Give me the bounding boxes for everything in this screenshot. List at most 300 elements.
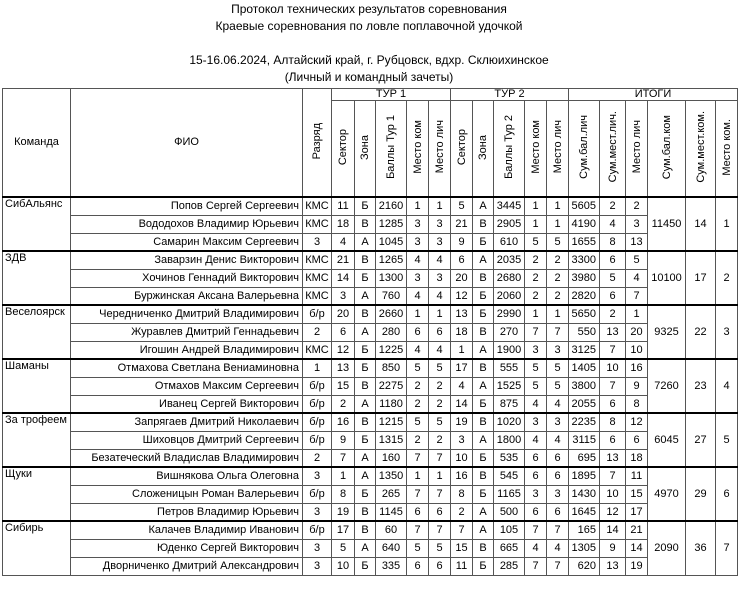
sum-places-pers-cell: 10 [600,485,626,503]
place-team2-cell: 4 [525,395,547,413]
fio-cell: Попов Сергей Сергеевич [71,197,303,215]
header-sum-points-pers: Сум.бал.лич [569,101,600,198]
place-team2-cell: 4 [525,539,547,557]
place-pers-total-cell: 16 [626,359,648,377]
place-pers1-cell: 5 [429,539,451,557]
sector2-cell: 14 [451,395,473,413]
table-row [3,485,738,503]
points2-cell: 2060 [494,287,525,305]
place-team2-cell: 7 [525,521,547,539]
team-name-cell: ЗДВ [3,251,71,305]
sum-points-pers-cell: 165 [569,521,600,539]
points1-cell: 760 [376,287,407,305]
place-team2-cell: 6 [525,503,547,521]
rank-cell: б/р [303,413,332,431]
sum-places-pers-cell: 8 [600,413,626,431]
points2-cell: 665 [494,539,525,557]
zone2-cell: А [473,377,494,395]
place-pers2-cell: 4 [547,431,569,449]
points1-cell: 2160 [376,197,407,215]
zone2-cell: А [473,503,494,521]
zone1-cell: Б [355,359,376,377]
sector1-cell: 10 [332,557,355,575]
sector1-cell: 4 [332,233,355,251]
place-pers-total-cell: 20 [626,323,648,341]
place-pers-total-cell: 5 [626,251,648,269]
sum-points-pers-cell: 3300 [569,251,600,269]
place-team2-cell: 1 [525,305,547,323]
points2-cell: 500 [494,503,525,521]
sector1-cell: 16 [332,413,355,431]
place-team1-cell: 7 [407,521,429,539]
place-team2-cell: 6 [525,449,547,467]
sum-points-pers-cell: 3980 [569,269,600,287]
sum-points-pers-cell: 550 [569,323,600,341]
place-pers2-cell: 7 [547,521,569,539]
points2-cell: 1525 [494,377,525,395]
team-sum-points-cell: 9325 [648,305,686,359]
points2-cell: 555 [494,359,525,377]
header-team: Команда [3,89,71,198]
place-pers1-cell: 2 [429,377,451,395]
place-pers-total-cell: 19 [626,557,648,575]
place-team1-cell: 2 [407,395,429,413]
zone2-cell: В [473,323,494,341]
sum-points-pers-cell: 620 [569,557,600,575]
points2-cell: 545 [494,467,525,485]
place-pers-total-cell: 3 [626,215,648,233]
place-pers-total-cell: 11 [626,467,648,485]
header-place-team1: Место ком [407,101,429,198]
place-pers2-cell: 3 [547,485,569,503]
points2-cell: 1020 [494,413,525,431]
sector1-cell: 1 [332,467,355,485]
place-pers-total-cell: 18 [626,449,648,467]
table-row [3,377,738,395]
sum-points-pers-cell: 695 [569,449,600,467]
zone1-cell: Б [355,197,376,215]
place-pers-total-cell: 12 [626,413,648,431]
sum-places-pers-cell: 7 [600,467,626,485]
place-pers-total-cell: 2 [626,197,648,215]
sum-points-pers-cell: 5605 [569,197,600,215]
team-sum-places-cell: 22 [686,305,716,359]
rank-cell: б/р [303,485,332,503]
sector2-cell: 16 [451,467,473,485]
sector1-cell: 13 [332,359,355,377]
sum-places-pers-cell: 7 [600,341,626,359]
sector2-cell: 12 [451,287,473,305]
fio-cell: Отмахов Максим Сергеевич [71,377,303,395]
rank-cell: б/р [303,431,332,449]
header-tour2: ТУР 2 [451,89,569,101]
table-row [3,197,738,215]
table-row [3,449,738,467]
place-pers2-cell: 5 [547,377,569,395]
place-pers2-cell: 3 [547,413,569,431]
sector2-cell: 6 [451,251,473,269]
doc-title: Протокол технических результатов соревнования [231,2,507,16]
table-row [3,269,738,287]
header-sector1: Сектор [332,101,355,198]
rank-cell: 2 [303,323,332,341]
table-row [3,359,738,377]
points1-cell: 1145 [376,503,407,521]
place-team2-cell: 3 [525,485,547,503]
points2-cell: 2905 [494,215,525,233]
sector1-cell: 7 [332,449,355,467]
place-pers2-cell: 6 [547,449,569,467]
place-pers1-cell: 1 [429,305,451,323]
place-pers1-cell: 3 [429,269,451,287]
results-table [2,88,738,576]
fio-cell: Сложеницын Роман Валерьевич [71,485,303,503]
header-totals: ИТОГИ [569,89,738,101]
zone1-cell: А [355,467,376,485]
fio-cell: Юденко Сергей Викторович [71,539,303,557]
place-team1-cell: 6 [407,557,429,575]
place-pers2-cell: 7 [547,323,569,341]
team-sum-places-cell: 29 [686,467,716,521]
team-name-cell: Веселоярск [3,305,71,359]
zone1-cell: В [355,521,376,539]
rank-cell: КМС [303,215,332,233]
header-zone1: Зона [355,101,376,198]
points1-cell: 640 [376,539,407,557]
sector2-cell: 20 [451,269,473,287]
place-team2-cell: 6 [525,467,547,485]
fio-cell: Журавлев Дмитрий Геннадьевич [71,323,303,341]
rank-cell: б/р [303,521,332,539]
sum-places-pers-cell: 6 [600,395,626,413]
table-row [3,467,738,485]
place-pers2-cell: 5 [547,359,569,377]
header-tour1: ТУР 1 [332,89,451,101]
points1-cell: 2660 [376,305,407,323]
points2-cell: 1900 [494,341,525,359]
zone2-cell: В [473,269,494,287]
sum-points-pers-cell: 1645 [569,503,600,521]
place-team1-cell: 4 [407,251,429,269]
zone1-cell: А [355,449,376,467]
place-team2-cell: 3 [525,341,547,359]
place-team1-cell: 3 [407,215,429,233]
place-pers2-cell: 1 [547,197,569,215]
header-sector2: Сектор [451,101,473,198]
place-team1-cell: 1 [407,305,429,323]
place-pers1-cell: 1 [429,467,451,485]
team-sum-points-cell: 11450 [648,197,686,251]
sector2-cell: 8 [451,485,473,503]
team-sum-points-cell: 6045 [648,413,686,467]
date-location: 15-16.06.2024, Алтайский край, г. Рубцовск, вдхр. Склюихинское [189,53,549,67]
table-row [3,521,738,539]
team-name-cell: Шаманы [3,359,71,413]
team-sum-places-cell: 23 [686,359,716,413]
sector2-cell: 18 [451,323,473,341]
sector2-cell: 10 [451,449,473,467]
competition-name: Краевые соревнования по ловле поплавочной удочкой [215,19,523,33]
place-team2-cell: 2 [525,251,547,269]
points2-cell: 3445 [494,197,525,215]
team-name-cell: За трофеем [3,413,71,467]
place-team2-cell: 7 [525,323,547,341]
place-team1-cell: 3 [407,269,429,287]
zone2-cell: В [473,539,494,557]
zone1-cell: В [355,377,376,395]
points2-cell: 2680 [494,269,525,287]
fio-cell: Отмахова Светлана Вениаминовна [71,359,303,377]
place-pers1-cell: 7 [429,521,451,539]
rank-cell: КМС [303,287,332,305]
team-sum-points-cell: 7260 [648,359,686,413]
zone1-cell: Б [355,485,376,503]
place-pers2-cell: 6 [547,467,569,485]
sum-points-pers-cell: 3115 [569,431,600,449]
sum-points-pers-cell: 1430 [569,485,600,503]
zone2-cell: Б [473,449,494,467]
place-team2-cell: 4 [525,431,547,449]
sum-points-pers-cell: 1895 [569,467,600,485]
table-row [3,233,738,251]
place-team2-cell: 1 [525,197,547,215]
team-sum-places-cell: 36 [686,521,716,575]
points1-cell: 1215 [376,413,407,431]
sum-places-pers-cell: 7 [600,377,626,395]
fio-cell: Калачев Владимир Иванович [71,521,303,539]
header-place-team2: Место ком [525,101,547,198]
zone2-cell: Б [473,305,494,323]
team-name-cell: СибАльянс [3,197,71,251]
sector2-cell: 17 [451,359,473,377]
points2-cell: 285 [494,557,525,575]
points2-cell: 2990 [494,305,525,323]
rank-cell: КМС [303,251,332,269]
place-pers2-cell: 5 [547,233,569,251]
sum-places-pers-cell: 13 [600,449,626,467]
place-team2-cell: 1 [525,215,547,233]
points1-cell: 2275 [376,377,407,395]
sector1-cell: 2 [332,395,355,413]
fio-cell: Иванец Сергей Викторович [71,395,303,413]
place-team2-cell: 2 [525,287,547,305]
points2-cell: 1165 [494,485,525,503]
sector1-cell: 5 [332,539,355,557]
place-team2-cell: 7 [525,557,547,575]
sector2-cell: 4 [451,377,473,395]
fio-cell: Вишнякова Ольга Олеговна [71,467,303,485]
sector1-cell: 19 [332,503,355,521]
header-rank: Разряд [303,89,332,198]
rank-cell: 2 [303,449,332,467]
place-pers1-cell: 3 [429,233,451,251]
points1-cell: 1180 [376,395,407,413]
zone2-cell: В [473,467,494,485]
points1-cell: 60 [376,521,407,539]
sum-places-pers-cell: 2 [600,197,626,215]
points1-cell: 1045 [376,233,407,251]
team-sum-places-cell: 14 [686,197,716,251]
points1-cell: 1350 [376,467,407,485]
zone1-cell: В [355,215,376,233]
place-team1-cell: 1 [407,197,429,215]
sum-places-pers-cell: 6 [600,251,626,269]
place-pers1-cell: 2 [429,431,451,449]
sector1-cell: 14 [332,269,355,287]
header-place-team-total: Место ком. [716,101,738,198]
team-sum-places-cell: 17 [686,251,716,305]
fio-cell: Петров Владимир Юрьевич [71,503,303,521]
place-pers1-cell: 5 [429,359,451,377]
sector1-cell: 21 [332,251,355,269]
team-name-cell: Щуки [3,467,71,521]
sum-places-pers-cell: 6 [600,287,626,305]
team-name-cell: Сибирь [3,521,71,575]
table-row [3,539,738,557]
sector1-cell: 17 [332,521,355,539]
team-sum-points-cell: 2090 [648,521,686,575]
header-points1: Баллы Тур 1 [376,101,407,198]
fio-cell: Заварзин Денис Викторович [71,251,303,269]
place-pers-total-cell: 14 [626,539,648,557]
table-row [3,557,738,575]
zone2-cell: В [473,413,494,431]
place-pers2-cell: 4 [547,395,569,413]
header-place-pers1: Место лич [429,101,451,198]
zone1-cell: В [355,251,376,269]
rank-cell: КМС [303,341,332,359]
table-row [3,305,738,323]
zone1-cell: А [355,395,376,413]
place-pers2-cell: 4 [547,539,569,557]
place-team1-cell: 6 [407,323,429,341]
place-pers2-cell: 1 [547,215,569,233]
points1-cell: 1265 [376,251,407,269]
place-pers1-cell: 6 [429,557,451,575]
place-pers1-cell: 4 [429,251,451,269]
sector2-cell: 1 [451,341,473,359]
place-pers1-cell: 6 [429,503,451,521]
sector1-cell: 12 [332,341,355,359]
sector1-cell: 8 [332,485,355,503]
place-pers2-cell: 2 [547,287,569,305]
fio-cell: Вододохов Владимир Юрьевич [71,215,303,233]
sum-places-pers-cell: 10 [600,359,626,377]
place-pers-total-cell: 4 [626,269,648,287]
sum-points-pers-cell: 1655 [569,233,600,251]
zone1-cell: В [355,305,376,323]
sector2-cell: 5 [451,197,473,215]
fio-cell: Игошин Андрей Владимирович [71,341,303,359]
place-team1-cell: 7 [407,449,429,467]
sum-places-pers-cell: 14 [600,521,626,539]
table-row [3,503,738,521]
place-pers1-cell: 6 [429,323,451,341]
rank-cell: 1 [303,359,332,377]
standings-type: (Личный и командный зачеты) [284,70,454,84]
sector2-cell: 9 [451,233,473,251]
zone1-cell: В [355,413,376,431]
sum-points-pers-cell: 4190 [569,215,600,233]
zone1-cell: Б [355,341,376,359]
table-row [3,251,738,269]
place-pers-total-cell: 13 [626,233,648,251]
fio-cell: Хочинов Геннадий Викторович [71,269,303,287]
sector1-cell: 20 [332,305,355,323]
points2-cell: 610 [494,233,525,251]
sum-points-pers-cell: 2820 [569,287,600,305]
sector2-cell: 2 [451,503,473,521]
zone1-cell: А [355,233,376,251]
place-pers-total-cell: 9 [626,377,648,395]
fio-cell: Чередниченко Дмитрий Владимирович [71,305,303,323]
rank-cell: КМС [303,197,332,215]
place-pers2-cell: 3 [547,341,569,359]
sum-points-pers-cell: 2235 [569,413,600,431]
team-sum-points-cell: 10100 [648,251,686,305]
sector1-cell: 9 [332,431,355,449]
points2-cell: 535 [494,449,525,467]
table-row [3,215,738,233]
sum-points-pers-cell: 5650 [569,305,600,323]
points1-cell: 1285 [376,215,407,233]
sector1-cell: 6 [332,323,355,341]
sector2-cell: 15 [451,539,473,557]
place-team1-cell: 5 [407,413,429,431]
place-pers2-cell: 6 [547,503,569,521]
table-row [3,287,738,305]
sum-places-pers-cell: 8 [600,233,626,251]
points1-cell: 335 [376,557,407,575]
sum-places-pers-cell: 6 [600,431,626,449]
team-place-cell: 6 [716,467,738,521]
place-team2-cell: 5 [525,233,547,251]
place-team1-cell: 2 [407,377,429,395]
sum-points-pers-cell: 1305 [569,539,600,557]
zone2-cell: Б [473,557,494,575]
points2-cell: 875 [494,395,525,413]
zone2-cell: Б [473,395,494,413]
sector1-cell: 3 [332,287,355,305]
place-pers-total-cell: 21 [626,521,648,539]
rank-cell: б/р [303,395,332,413]
points2-cell: 270 [494,323,525,341]
header-sum-points-team: Сум.бал.ком [648,101,686,198]
rank-cell: 3 [303,233,332,251]
sum-points-pers-cell: 3125 [569,341,600,359]
rank-cell: 3 [303,557,332,575]
place-team1-cell: 2 [407,431,429,449]
sector2-cell: 13 [451,305,473,323]
place-pers2-cell: 7 [547,557,569,575]
zone2-cell: Б [473,485,494,503]
team-place-cell: 3 [716,305,738,359]
team-place-cell: 4 [716,359,738,413]
place-pers1-cell: 2 [429,395,451,413]
place-pers1-cell: 7 [429,449,451,467]
fio-cell: Шиховцов Дмитрий Сергеевич [71,431,303,449]
place-pers1-cell: 3 [429,215,451,233]
place-pers2-cell: 1 [547,305,569,323]
table-row [3,341,738,359]
place-pers2-cell: 2 [547,251,569,269]
fio-cell: Запрягаев Дмитрий Николаевич [71,413,303,431]
zone2-cell: Б [473,233,494,251]
sector1-cell: 18 [332,215,355,233]
table-row [3,323,738,341]
zone1-cell: А [355,287,376,305]
results-body [3,197,738,575]
